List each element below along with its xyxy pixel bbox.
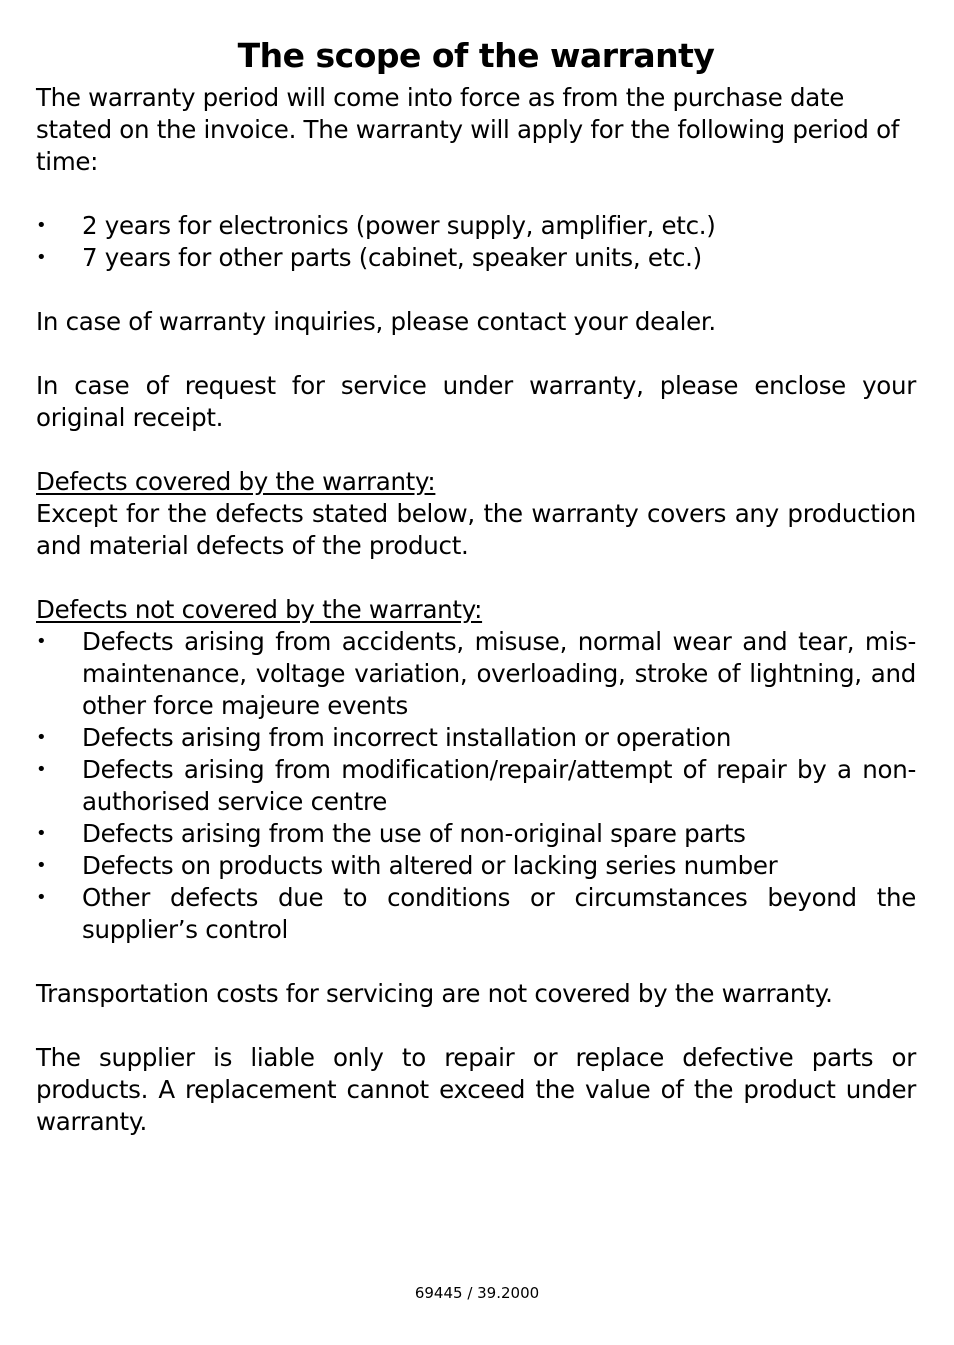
bullet-icon: • xyxy=(36,855,47,876)
bullet-icon: • xyxy=(36,631,47,652)
bullet-icon: • xyxy=(36,887,47,908)
bullet-icon: • xyxy=(36,823,47,844)
covered-paragraph: Except for the defects stated below, the warranty covers any production and material defects of the product. xyxy=(36,499,916,560)
list-item-text: Defects arising from accidents, misuse, normal wear and tear, mis-maintenance, voltage variation, overloading, stroke of lightning, and other force majeure events xyxy=(82,627,916,720)
list-item-text: 7 years for other parts (cabinet, speaker units, etc.) xyxy=(82,243,702,272)
liability-paragraph: The supplier is liable only to repair or replace defective parts or products. A replacement cannot exceed the value of the product under warranty. xyxy=(36,1043,916,1136)
spacer xyxy=(36,274,916,306)
covered-heading: Defects covered by the warranty: xyxy=(36,467,436,496)
intro-paragraph: The warranty period will come into force as from the purchase date stated on the invoice. The warranty will apply for the following period of time: xyxy=(36,83,900,176)
spacer xyxy=(36,1010,916,1042)
list-item xyxy=(36,754,916,818)
not-covered-list xyxy=(36,626,916,946)
spacer xyxy=(36,946,916,978)
document-footer: 69445 / 39.2000 xyxy=(414,1284,540,1302)
warranty-page xyxy=(36,34,916,1138)
list-item-text: Other defects due to conditions or circumstances beyond the supplier’s control xyxy=(82,883,916,944)
bullet-icon: • xyxy=(36,727,47,748)
list-item xyxy=(36,850,916,882)
spacer xyxy=(36,562,916,594)
list-item xyxy=(36,626,916,722)
list-item xyxy=(36,210,916,242)
bullet-icon: • xyxy=(36,215,47,236)
list-item-text: 2 years for electronics (power supply, amplifier, etc.) xyxy=(82,211,716,240)
list-item xyxy=(36,722,916,754)
list-item-text: Defects arising from the use of non-original spare parts xyxy=(82,819,746,848)
spacer xyxy=(36,338,916,370)
list-item xyxy=(36,818,916,850)
service-request-paragraph: In case of request for service under warranty, please enclose your original receipt. xyxy=(36,371,916,432)
list-item-text: Defects on products with altered or lacking series number xyxy=(82,851,778,880)
not-covered-heading: Defects not covered by the warranty: xyxy=(36,595,483,624)
list-item-text: Defects arising from modification/repair/attempt of repair by a non-authorised service centre xyxy=(82,755,916,816)
spacer xyxy=(36,434,916,466)
page-title: The scope of the warranty xyxy=(237,36,715,75)
bullet-icon: • xyxy=(36,247,47,268)
spacer xyxy=(36,178,916,210)
bullet-icon: • xyxy=(36,759,47,780)
list-item xyxy=(36,882,916,946)
warranty-periods-list xyxy=(36,210,916,274)
list-item xyxy=(36,242,916,274)
list-item-text: Defects arising from incorrect installation or operation xyxy=(82,723,732,752)
transport-paragraph: Transportation costs for servicing are not covered by the warranty. xyxy=(36,979,833,1008)
inquiries-paragraph: In case of warranty inquiries, please contact your dealer. xyxy=(36,307,716,336)
